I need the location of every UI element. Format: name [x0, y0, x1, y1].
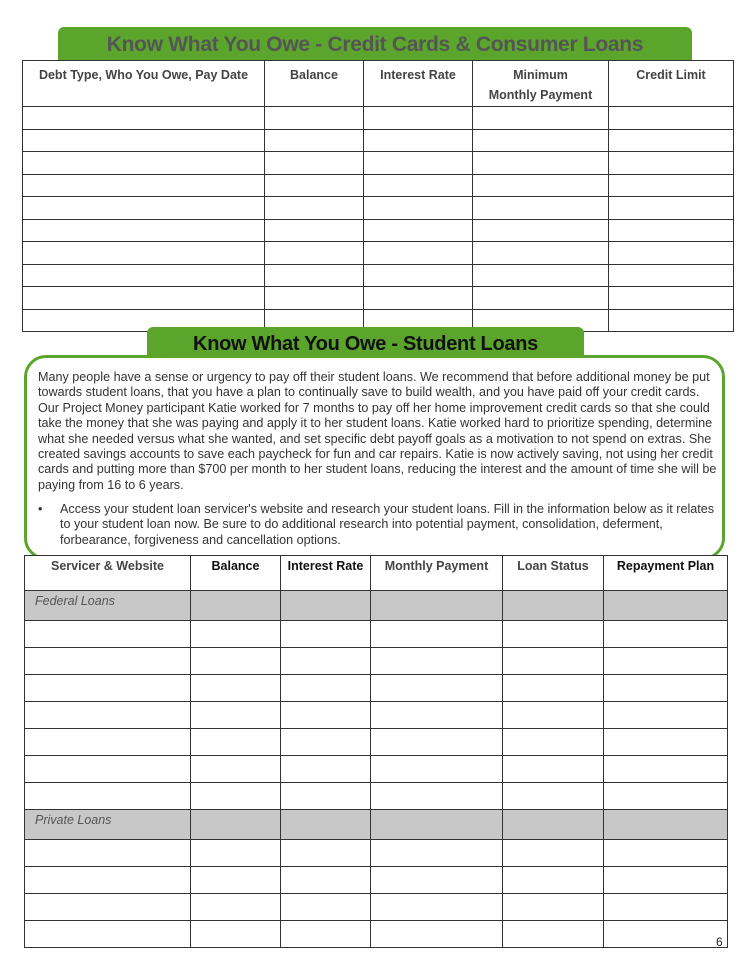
table-cell[interactable]	[191, 894, 281, 921]
table-cell[interactable]	[281, 921, 371, 948]
table-cell[interactable]	[25, 702, 191, 729]
table-cell[interactable]	[503, 621, 604, 648]
table-cell[interactable]	[364, 287, 473, 310]
table-cell[interactable]	[371, 894, 503, 921]
table-cell[interactable]	[25, 729, 191, 756]
section-row	[25, 810, 728, 840]
table-cell[interactable]	[25, 921, 191, 948]
table-cell[interactable]	[604, 921, 728, 948]
table-cell[interactable]	[473, 129, 609, 152]
table-cell[interactable]	[604, 729, 728, 756]
table-cell[interactable]	[25, 675, 191, 702]
table-cell[interactable]	[364, 152, 473, 175]
table-row	[25, 675, 728, 702]
table-cell[interactable]	[23, 129, 265, 152]
table-cell[interactable]	[473, 264, 609, 287]
table-cell[interactable]	[265, 152, 364, 175]
table-cell[interactable]	[265, 174, 364, 197]
table-cell[interactable]	[23, 264, 265, 287]
table-row	[23, 264, 734, 287]
table-row	[25, 702, 728, 729]
table-cell[interactable]	[609, 309, 734, 332]
table-cell[interactable]	[604, 867, 728, 894]
table-cell[interactable]	[609, 264, 734, 287]
table-cell[interactable]	[604, 756, 728, 783]
table-cell[interactable]	[364, 174, 473, 197]
table-cell[interactable]	[473, 219, 609, 242]
table-cell[interactable]	[265, 264, 364, 287]
table-cell[interactable]	[609, 287, 734, 310]
table-cell[interactable]	[191, 756, 281, 783]
table-row	[25, 756, 728, 783]
table-row	[23, 197, 734, 220]
table-cell[interactable]	[265, 197, 364, 220]
bullet-mark: •	[38, 502, 43, 516]
table-cell[interactable]	[281, 840, 371, 867]
table-cell[interactable]	[503, 702, 604, 729]
table-cell[interactable]	[281, 783, 371, 810]
table-cell[interactable]	[191, 921, 281, 948]
table-cell[interactable]	[281, 894, 371, 921]
table-cell[interactable]	[604, 840, 728, 867]
table-cell[interactable]	[281, 702, 371, 729]
section-row	[25, 591, 728, 621]
table-cell[interactable]	[281, 756, 371, 783]
header-debt-type: Debt Type, Who You Owe, Pay Date	[23, 61, 265, 107]
instruction-bullet	[38, 502, 723, 548]
header-balance: Balance	[265, 61, 364, 107]
table-cell[interactable]	[503, 840, 604, 867]
table-cell[interactable]	[609, 219, 734, 242]
table-cell[interactable]	[503, 783, 604, 810]
table-cell[interactable]	[364, 129, 473, 152]
bullet-text: Access your student loan servicer's website and research your student loans. Fill in the information below as it relates to your student loan now. Be sure to do additional research into potential payment, consolidation, deferment, forbearance, forgiveness and cancellation options.	[60, 502, 715, 547]
credit-cards-section-title: Know What You Owe - Credit Cards & Consumer Loans	[58, 27, 692, 60]
table-cell[interactable]	[371, 648, 503, 675]
section-label: Federal Loans	[25, 591, 191, 621]
table-cell[interactable]	[25, 756, 191, 783]
table-cell[interactable]	[473, 174, 609, 197]
table-cell[interactable]	[23, 242, 265, 265]
table-row	[25, 840, 728, 867]
table-cell[interactable]	[609, 107, 734, 130]
table-row	[25, 867, 728, 894]
table-cell[interactable]	[371, 783, 503, 810]
table-row	[23, 174, 734, 197]
table-cell[interactable]	[191, 702, 281, 729]
table-cell[interactable]	[503, 675, 604, 702]
table-row	[23, 107, 734, 130]
table-cell[interactable]	[503, 867, 604, 894]
table-cell[interactable]	[191, 621, 281, 648]
table-cell[interactable]	[503, 810, 604, 840]
table-cell[interactable]	[371, 867, 503, 894]
table-cell[interactable]	[609, 242, 734, 265]
table-row	[23, 242, 734, 265]
table-cell[interactable]	[609, 174, 734, 197]
table-row	[23, 129, 734, 152]
table-cell[interactable]	[23, 287, 265, 310]
table-cell[interactable]	[191, 648, 281, 675]
table-header-row	[25, 556, 728, 591]
table-cell[interactable]	[473, 107, 609, 130]
intro-paragraph: Many people have a sense or urgency to pay off their student loans. We recommend that before additional money be put towards student loans, that you have a plan to continually save to build wealth, and you have paid off your credit cards. Our Project Money participant Katie worked for 7 months to pay off her home improvement credit cards so that she could take the money that she was paying and apply it to her student loans. Katie worked hard to prioritize spending, determine what she needed versus what she wanted, and set specific debt payoff goals as a motivation to not spend on extras. She created savings accounts to save each paycheck for fun and car repairs. Katie is now actively saving, not using her credit cards and putting more than $700 per month to her student loans, reducing the interest and the amount of time she will be paying from 16 to 6 years.	[38, 370, 717, 492]
table-cell[interactable]	[265, 129, 364, 152]
table-cell[interactable]	[609, 152, 734, 175]
table-cell[interactable]	[25, 621, 191, 648]
table-cell[interactable]	[281, 675, 371, 702]
table-cell[interactable]	[281, 810, 371, 840]
table-cell[interactable]	[23, 197, 265, 220]
table-cell[interactable]	[191, 840, 281, 867]
header-balance: Balance	[191, 556, 281, 591]
table-cell[interactable]	[191, 675, 281, 702]
table-cell[interactable]	[604, 894, 728, 921]
table-cell[interactable]	[473, 287, 609, 310]
student-loans-table	[24, 555, 728, 948]
table-cell[interactable]	[191, 591, 281, 621]
table-cell[interactable]	[503, 756, 604, 783]
section-label: Private Loans	[25, 810, 191, 840]
header-minimum-payment	[473, 61, 609, 107]
table-row	[25, 783, 728, 810]
table-cell[interactable]	[503, 591, 604, 621]
table-cell[interactable]	[371, 702, 503, 729]
table-cell[interactable]	[23, 152, 265, 175]
table-cell[interactable]	[23, 174, 265, 197]
header-credit-limit: Credit Limit	[609, 61, 734, 107]
table-cell[interactable]	[25, 783, 191, 810]
table-cell[interactable]	[371, 756, 503, 783]
table-cell[interactable]	[503, 921, 604, 948]
table-cell[interactable]	[364, 197, 473, 220]
table-cell[interactable]	[503, 729, 604, 756]
table-cell[interactable]	[503, 648, 604, 675]
header-repayment-plan: Repayment Plan	[604, 556, 728, 591]
table-cell[interactable]	[371, 591, 503, 621]
table-cell[interactable]	[25, 867, 191, 894]
table-cell[interactable]	[364, 242, 473, 265]
table-row	[23, 287, 734, 310]
table-cell[interactable]	[371, 675, 503, 702]
table-cell[interactable]	[604, 648, 728, 675]
table-cell[interactable]	[503, 894, 604, 921]
table-cell[interactable]	[371, 729, 503, 756]
table-cell[interactable]	[371, 840, 503, 867]
header-loan-status: Loan Status	[503, 556, 604, 591]
table-cell[interactable]	[609, 129, 734, 152]
table-cell[interactable]	[191, 729, 281, 756]
table-cell[interactable]	[604, 702, 728, 729]
table-cell[interactable]	[265, 287, 364, 310]
header-interest-rate: Interest Rate	[364, 61, 473, 107]
table-row	[25, 621, 728, 648]
table-cell[interactable]	[473, 242, 609, 265]
table-cell[interactable]	[364, 107, 473, 130]
table-cell[interactable]	[23, 107, 265, 130]
table-cell[interactable]	[604, 783, 728, 810]
table-cell[interactable]	[281, 867, 371, 894]
table-row	[25, 648, 728, 675]
credit-cards-table	[22, 60, 734, 332]
table-row	[25, 729, 728, 756]
table-cell[interactable]	[371, 810, 503, 840]
table-cell[interactable]	[191, 783, 281, 810]
table-cell[interactable]	[25, 840, 191, 867]
table-cell[interactable]	[281, 648, 371, 675]
table-cell[interactable]	[281, 729, 371, 756]
table-cell[interactable]	[23, 219, 265, 242]
table-cell[interactable]	[281, 591, 371, 621]
table-cell[interactable]	[25, 894, 191, 921]
header-interest-rate: Interest Rate	[281, 556, 371, 591]
header-servicer: Servicer & Website	[25, 556, 191, 591]
table-cell[interactable]	[371, 921, 503, 948]
table-row	[25, 894, 728, 921]
student-loans-section-title: Know What You Owe - Student Loans	[147, 327, 584, 357]
table-row	[23, 219, 734, 242]
table-cell[interactable]	[25, 648, 191, 675]
table-cell[interactable]	[364, 264, 473, 287]
page-number: 6	[716, 935, 723, 949]
header-min-line2: Monthly Payment	[488, 88, 593, 102]
table-cell[interactable]	[604, 591, 728, 621]
table-cell[interactable]	[604, 810, 728, 840]
table-row	[25, 921, 728, 948]
table-header-row	[23, 61, 734, 107]
table-cell[interactable]	[604, 621, 728, 648]
header-monthly-payment: Monthly Payment	[371, 556, 503, 591]
table-cell[interactable]	[609, 197, 734, 220]
table-cell[interactable]	[265, 107, 364, 130]
header-min-line1: Minimum	[513, 68, 568, 82]
table-cell[interactable]	[191, 810, 281, 840]
table-row	[23, 152, 734, 175]
table-cell[interactable]	[191, 867, 281, 894]
table-cell[interactable]	[473, 152, 609, 175]
table-cell[interactable]	[265, 219, 364, 242]
table-cell[interactable]	[371, 621, 503, 648]
table-cell[interactable]	[265, 242, 364, 265]
table-cell[interactable]	[364, 219, 473, 242]
table-cell[interactable]	[281, 621, 371, 648]
table-cell[interactable]	[604, 675, 728, 702]
table-cell[interactable]	[473, 197, 609, 220]
